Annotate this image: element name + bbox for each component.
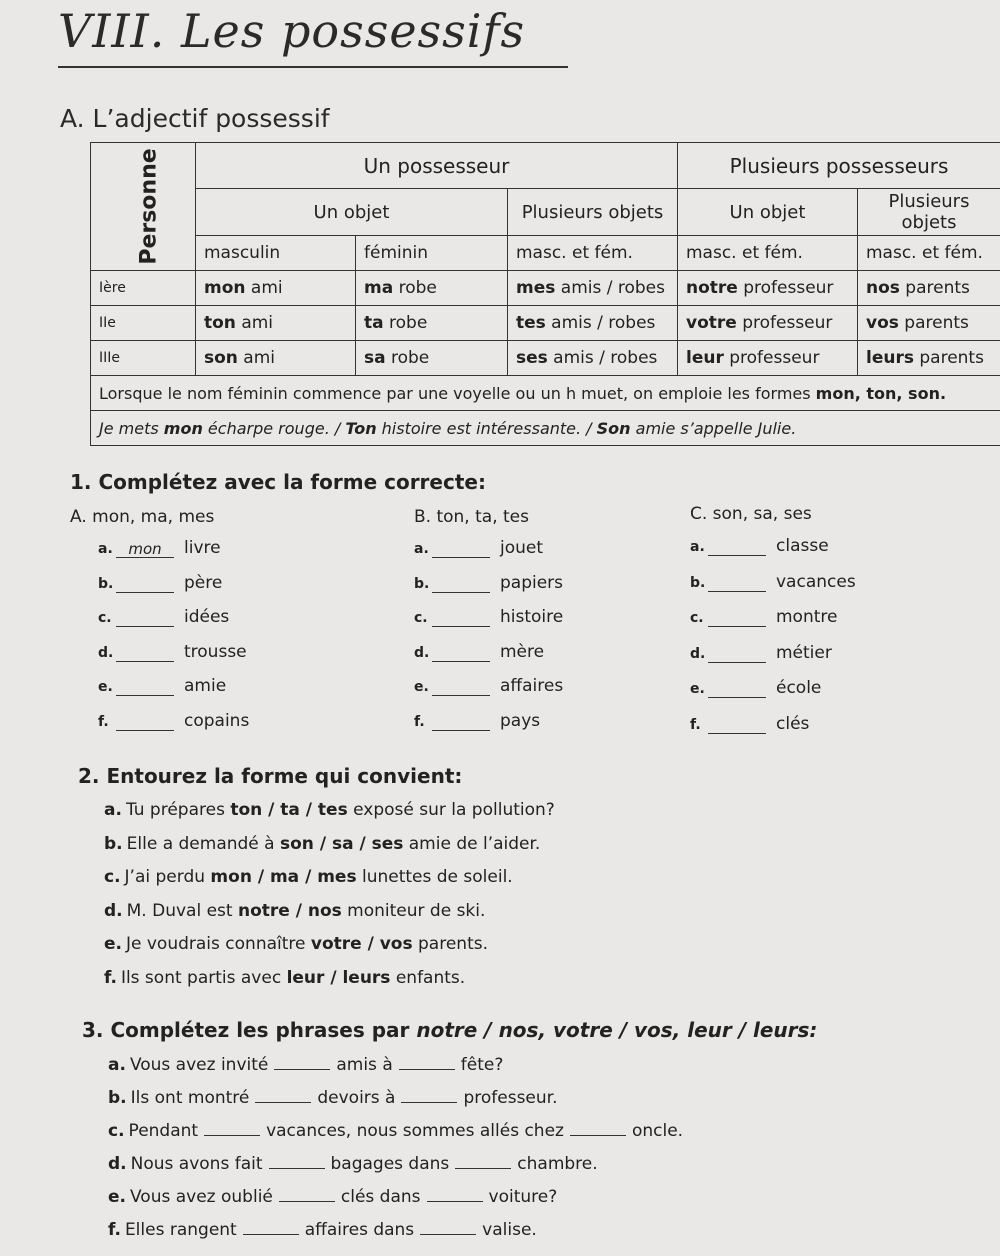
answer-blank[interactable]: mon bbox=[116, 540, 174, 558]
list-item: d. métier bbox=[690, 642, 832, 663]
choice-options[interactable]: notre / nos bbox=[237, 900, 342, 921]
list-item: a. Vous avez invité amis à fête? bbox=[108, 1055, 504, 1075]
answer-blank[interactable] bbox=[708, 645, 766, 663]
list-item: b. Elle a demandé à son / sa / ses amie de l’aider. bbox=[104, 833, 541, 854]
answer-blank[interactable] bbox=[255, 1088, 311, 1103]
list-item: c. idées bbox=[98, 607, 230, 627]
answer-blank[interactable] bbox=[432, 540, 490, 558]
answer-blank[interactable] bbox=[432, 609, 490, 627]
answer-blank[interactable] bbox=[708, 680, 766, 698]
table-cell: ses amis / robes bbox=[508, 341, 678, 376]
list-item: d. Nous avons fait bagages dans chambre. bbox=[108, 1154, 598, 1174]
feminin-header: féminin bbox=[356, 236, 508, 271]
table-cell: ma robe bbox=[356, 271, 508, 306]
list-item: e. école bbox=[690, 678, 822, 698]
choice-options[interactable]: mon / ma / mes bbox=[210, 867, 357, 887]
page-title: VIII. Les possessifs bbox=[58, 4, 526, 58]
person-cell: Ière bbox=[91, 271, 196, 306]
answer-blank[interactable] bbox=[116, 644, 174, 662]
answer-blank[interactable] bbox=[570, 1121, 626, 1136]
table-cell: mes amis / robes bbox=[508, 271, 678, 306]
answer-blank[interactable] bbox=[116, 609, 174, 627]
answer-blank[interactable] bbox=[116, 575, 174, 593]
table-cell: votre professeur bbox=[678, 306, 858, 341]
list-item: a. Tu prépares ton / ta / tes exposé sur la pollution? bbox=[104, 800, 555, 820]
table-cell: son ami bbox=[196, 341, 356, 376]
list-item: e. Vous avez oublié clés dans voiture? bbox=[108, 1187, 558, 1207]
list-item: b. père bbox=[98, 572, 223, 593]
table-cell: leur professeur bbox=[678, 341, 858, 376]
answer-blank[interactable] bbox=[432, 713, 490, 731]
exercise-3-heading: 3. Complétez les phrases par notre / nos, votre / vos, leur / leurs: bbox=[82, 1018, 818, 1042]
un-objet-header: Un objet bbox=[196, 189, 508, 236]
list-item: d. mère bbox=[414, 641, 545, 662]
choice-options[interactable]: son / sa / ses bbox=[280, 833, 404, 854]
masc-fem-header: masc. et fém. bbox=[678, 236, 858, 271]
table-row bbox=[91, 341, 1000, 376]
answer-blank[interactable] bbox=[243, 1220, 299, 1235]
list-item: b. papiers bbox=[414, 572, 564, 593]
list-item: e. affaires bbox=[414, 676, 564, 696]
list-item: f. Ils sont partis avec leur / leurs enfants. bbox=[104, 967, 466, 988]
column-b-heading: B. ton, ta, tes bbox=[414, 507, 529, 527]
rule-row: Lorsque le nom féminin commence par une voyelle ou un h muet, on emploie les formes mon, ton, son. bbox=[91, 376, 1000, 411]
masc-fem-header: masc. et fém. bbox=[508, 236, 678, 271]
list-item: c. Pendant vacances, nous sommes allés chez oncle. bbox=[108, 1121, 684, 1141]
list-item: c. histoire bbox=[414, 607, 564, 627]
answer-blank[interactable] bbox=[274, 1055, 330, 1070]
answer-blank[interactable] bbox=[432, 575, 490, 593]
table-cell: ton ami bbox=[196, 306, 356, 341]
answer-blank[interactable] bbox=[708, 574, 766, 592]
exercise-1-column-b bbox=[414, 538, 563, 745]
list-item: f. pays bbox=[414, 710, 541, 731]
list-item: b. Ils ont montré devoirs à professeur. bbox=[108, 1088, 558, 1108]
answer-blank[interactable] bbox=[116, 678, 174, 696]
answer-blank[interactable] bbox=[427, 1187, 483, 1202]
person-cell: IIe bbox=[91, 306, 196, 341]
answer-blank[interactable] bbox=[432, 678, 490, 696]
choice-options[interactable]: leur / leurs bbox=[286, 967, 391, 988]
personne-header: Personne bbox=[91, 143, 196, 271]
list-item: a. jouet bbox=[414, 538, 544, 558]
choice-options[interactable]: ton / ta / tes bbox=[230, 800, 348, 820]
table-cell: sa robe bbox=[356, 341, 508, 376]
list-item: f. copains bbox=[98, 710, 250, 731]
exercise-1-column-a bbox=[98, 538, 249, 745]
answer-blank[interactable] bbox=[279, 1187, 335, 1202]
masculin-header: masculin bbox=[196, 236, 356, 271]
exercise-3-list bbox=[108, 1055, 683, 1253]
example-row: Je mets mon écharpe rouge. / Ton histoire est intéressante. / Son amie s’appelle Julie. bbox=[91, 411, 1000, 446]
exercise-1-column-c bbox=[690, 536, 856, 749]
un-objet-header-2: Un objet bbox=[678, 189, 858, 236]
table-cell: nos parents bbox=[858, 271, 1000, 306]
exercise-2-heading: 2. Entourez la forme qui convient: bbox=[78, 764, 463, 788]
masc-fem-header: masc. et fém. bbox=[858, 236, 1000, 271]
section-a-heading: A. L’adjectif possessif bbox=[60, 104, 330, 133]
answer-blank[interactable] bbox=[708, 538, 766, 556]
table-cell: ta robe bbox=[356, 306, 508, 341]
table-cell: tes amis / robes bbox=[508, 306, 678, 341]
answer-blank[interactable] bbox=[432, 644, 490, 662]
answer-blank[interactable] bbox=[708, 716, 766, 734]
table-row bbox=[91, 306, 1000, 341]
table-cell: vos parents bbox=[858, 306, 1000, 341]
list-item: d. trousse bbox=[98, 641, 247, 662]
exercise-2-list bbox=[104, 800, 555, 1001]
column-a-heading: A. mon, ma, mes bbox=[70, 507, 215, 527]
answer-blank[interactable] bbox=[204, 1121, 260, 1136]
list-item: c. J’ai perdu mon / ma / mes lunettes de soleil. bbox=[104, 867, 513, 887]
list-item: f. clés bbox=[690, 713, 810, 734]
plusieurs-objets-header-2: Plusieurs objets bbox=[858, 189, 1000, 236]
choice-options[interactable]: votre / vos bbox=[310, 934, 413, 954]
list-item: a. classe bbox=[690, 536, 829, 556]
title-underline bbox=[58, 66, 568, 68]
answer-blank[interactable] bbox=[399, 1055, 455, 1070]
answer-blank[interactable] bbox=[269, 1154, 325, 1169]
list-item: f. Elles rangent affaires dans valise. bbox=[108, 1220, 537, 1240]
list-item: b. vacances bbox=[690, 571, 856, 592]
table-cell: notre professeur bbox=[678, 271, 858, 306]
column-c-heading: C. son, sa, ses bbox=[690, 504, 812, 524]
answer-blank[interactable] bbox=[116, 713, 174, 731]
plusieurs-objets-header: Plusieurs objets bbox=[508, 189, 678, 236]
person-cell: IIIe bbox=[91, 341, 196, 376]
table-row bbox=[91, 271, 1000, 306]
list-item: d. M. Duval est notre / nos moniteur de ski. bbox=[104, 900, 486, 921]
answer-blank[interactable] bbox=[455, 1154, 511, 1169]
list-item: c. montre bbox=[690, 607, 838, 627]
table-cell: leurs parents bbox=[858, 341, 1000, 376]
un-possesseur-header: Un possesseur bbox=[196, 143, 678, 189]
exercise-1-heading: 1. Complétez avec la forme correcte: bbox=[70, 470, 486, 494]
answer-blank[interactable] bbox=[420, 1220, 476, 1235]
table-cell: mon ami bbox=[196, 271, 356, 306]
list-item: a. mon livre bbox=[98, 538, 221, 558]
answer-blank[interactable] bbox=[708, 609, 766, 627]
answer-blank[interactable] bbox=[401, 1088, 457, 1103]
plusieurs-possesseurs-header: Plusieurs possesseurs bbox=[678, 143, 1000, 189]
list-item: e. Je voudrais connaître votre / vos parents. bbox=[104, 934, 488, 954]
possessive-table bbox=[90, 142, 1000, 446]
list-item: e. amie bbox=[98, 676, 227, 696]
